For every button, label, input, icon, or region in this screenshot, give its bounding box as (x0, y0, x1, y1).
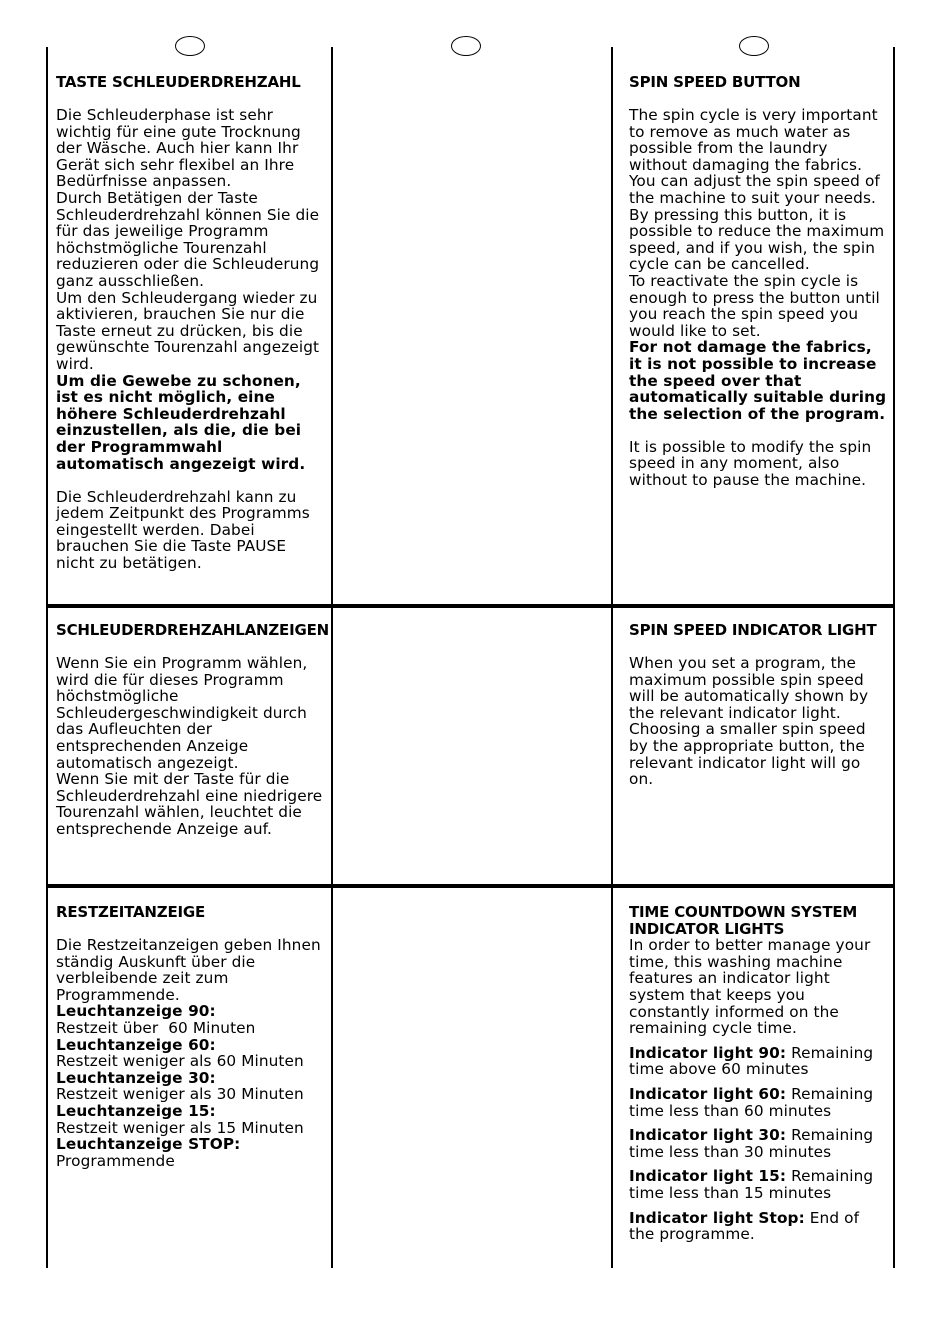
row-separator-2 (47, 884, 895, 888)
de-spin-button-paragraph-1: Die Schleuderphase ist sehr wichtig für eine gute Trocknung der Wäsche. Auch hier kann Ihr Gerät sich sehr flexibel an Ihre Bedürfnisse anpassen. (56, 106, 301, 191)
de-countdown-item-label: Leuchtanzeige 30: (56, 1068, 216, 1087)
en-countdown-item-label: Indicator light 90: (629, 1043, 787, 1062)
de-countdown-item-label: Leuchtanzeige 90: (56, 1002, 216, 1021)
en-countdown-item-text: Remaining time less than 60 minutes (629, 1084, 874, 1120)
en-countdown-item (629, 1045, 887, 1078)
language-marker-german (175, 36, 205, 56)
en-countdown-item-label: Indicator light 15: (629, 1167, 787, 1186)
en-countdown-section (629, 904, 887, 1243)
en-spin-indicator-paragraph-2: Choosing a smaller spin speed by the appropriate button, the relevant indicator light will go on. (629, 720, 866, 789)
en-countdown-item (629, 1127, 887, 1160)
column-divider-middle-right (611, 47, 613, 1268)
en-countdown-paragraph-1: In order to better manage your time, this washing machine features an indicator light system that keeps you constantly informed on the remaining cycle time. (629, 936, 871, 1038)
de-spin-button-paragraph-3: Um den Schleudergang wieder zu aktivieren, brauchen Sie nur die Taste erneut zu drücken, bis die gewünschte Tourenzahl angezeigt wird. (56, 288, 320, 373)
en-spin-button-paragraph-4: It is possible to modify the spin speed in any moment, also without to pause the machine. (629, 437, 872, 490)
de-spin-button-paragraph-2: Durch Betätigen der Taste Schleuderdrehzahl können Sie die für das jeweilige Programm höchstmögliche Tourenzahl reduzieren oder die Schleuderung ganz ausschließen. (56, 189, 320, 291)
en-countdown-item-text: End of the programme. (629, 1208, 860, 1244)
language-marker-middle (451, 36, 481, 56)
de-spin-indicator-heading: SCHLEUDERDREHZAHLANZEIGEN (56, 621, 329, 639)
en-spin-button-paragraph-1: The spin cycle is very important to remove as much water as possible from the laundry without damaging the fabrics. You can adjust the spin speed of the machine to suit your needs. (629, 106, 880, 208)
en-countdown-item (629, 1086, 887, 1119)
en-countdown-item (629, 1210, 887, 1243)
en-countdown-heading: TIME COUNTDOWN SYSTEM INDICATOR LIGHTS (629, 903, 858, 938)
de-spin-button-section (56, 74, 324, 572)
en-spin-button-section (629, 74, 887, 489)
en-countdown-item-label: Indicator light Stop: (629, 1208, 805, 1227)
en-spin-button-paragraph-2: By pressing this button, it is possible to reduce the maximum speed, and if you wish, the spin cycle can be cancelled. (629, 205, 885, 274)
en-spin-indicator-section (629, 622, 887, 788)
column-divider-left (46, 47, 48, 1268)
de-countdown-item-text: Restzeit weniger als 30 Minuten (56, 1085, 304, 1104)
de-spin-button-warning: Um die Gewebe zu schonen, ist es nicht möglich, eine höhere Schleuderdrehzahl einzustellen, als die, die bei der Programmwahl automatisch angezeigt wird. (56, 371, 306, 473)
de-countdown-item-text: Restzeit über 60 Minuten (56, 1019, 256, 1038)
de-countdown-item-text: Restzeit weniger als 60 Minuten (56, 1052, 304, 1071)
de-spin-button-heading: TASTE SCHLEUDERDREHZAHL (56, 73, 301, 91)
en-spin-indicator-heading: SPIN SPEED INDICATOR LIGHT (629, 621, 877, 639)
en-countdown-item-text: Remaining time above 60 minutes (629, 1043, 874, 1079)
en-spin-button-warning: For not damage the fabrics, it is not possible to increase the speed over that automatically suitable during the selection of the program. (629, 338, 887, 423)
de-countdown-paragraph-1: Die Restzeitanzeigen geben Ihnen ständig Auskunft über die verbleibende zeit zum Programmende. (56, 936, 321, 1004)
en-countdown-item-label: Indicator light 60: (629, 1084, 787, 1103)
en-countdown-item-label: Indicator light 30: (629, 1126, 787, 1145)
de-countdown-item-text: Programmende (56, 1151, 175, 1170)
de-countdown-item-label: Leuchtanzeige STOP: (56, 1135, 241, 1154)
en-countdown-item-text: Remaining time less than 15 minutes (629, 1167, 874, 1202)
language-marker-english (739, 36, 769, 56)
de-spin-indicator-paragraph-1: Wenn Sie ein Programm wählen, wird die für dieses Programm höchstmögliche Schleudergeschwindigkeit durch das Aufleuchten der entsprechenden Anzeige automatisch angezeigt. (56, 654, 308, 772)
de-countdown-item-label: Leuchtanzeige 60: (56, 1035, 216, 1054)
en-spin-button-paragraph-3: To reactivate the spin cycle is enough to press the button until you reach the spin speed you would like to set. (629, 272, 880, 340)
en-spin-button-heading: SPIN SPEED BUTTON (629, 73, 801, 91)
en-spin-indicator-paragraph-1: When you set a program, the maximum possible spin speed will be automatically shown by the relevant indicator light. (629, 654, 869, 722)
de-spin-indicator-paragraph-2: Wenn Sie mit der Taste für die Schleuderdrehzahl eine niedrigere Tourenzahl wählen, leuchtet die entsprechende Anzeige auf. (56, 770, 323, 839)
row-separator-1 (47, 604, 895, 608)
de-countdown-section (56, 904, 324, 1169)
en-countdown-item-text: Remaining time less than 30 minutes (629, 1126, 874, 1161)
column-divider-middle-left (331, 47, 333, 1268)
de-countdown-heading: RESTZEITANZEIGE (56, 903, 206, 921)
de-spin-indicator-section (56, 621, 329, 839)
de-countdown-item-label: Leuchtanzeige 15: (56, 1102, 216, 1121)
de-countdown-item-text: Restzeit weniger als 15 Minuten (56, 1118, 304, 1137)
column-divider-right (893, 47, 895, 1268)
en-countdown-item (629, 1168, 887, 1201)
de-spin-button-paragraph-4: Die Schleuderdrehzahl kann zu jedem Zeitpunkt des Programms eingestellt werden. Dabei brauchen Sie die Taste PAUSE nicht zu betätigen. (56, 487, 310, 573)
